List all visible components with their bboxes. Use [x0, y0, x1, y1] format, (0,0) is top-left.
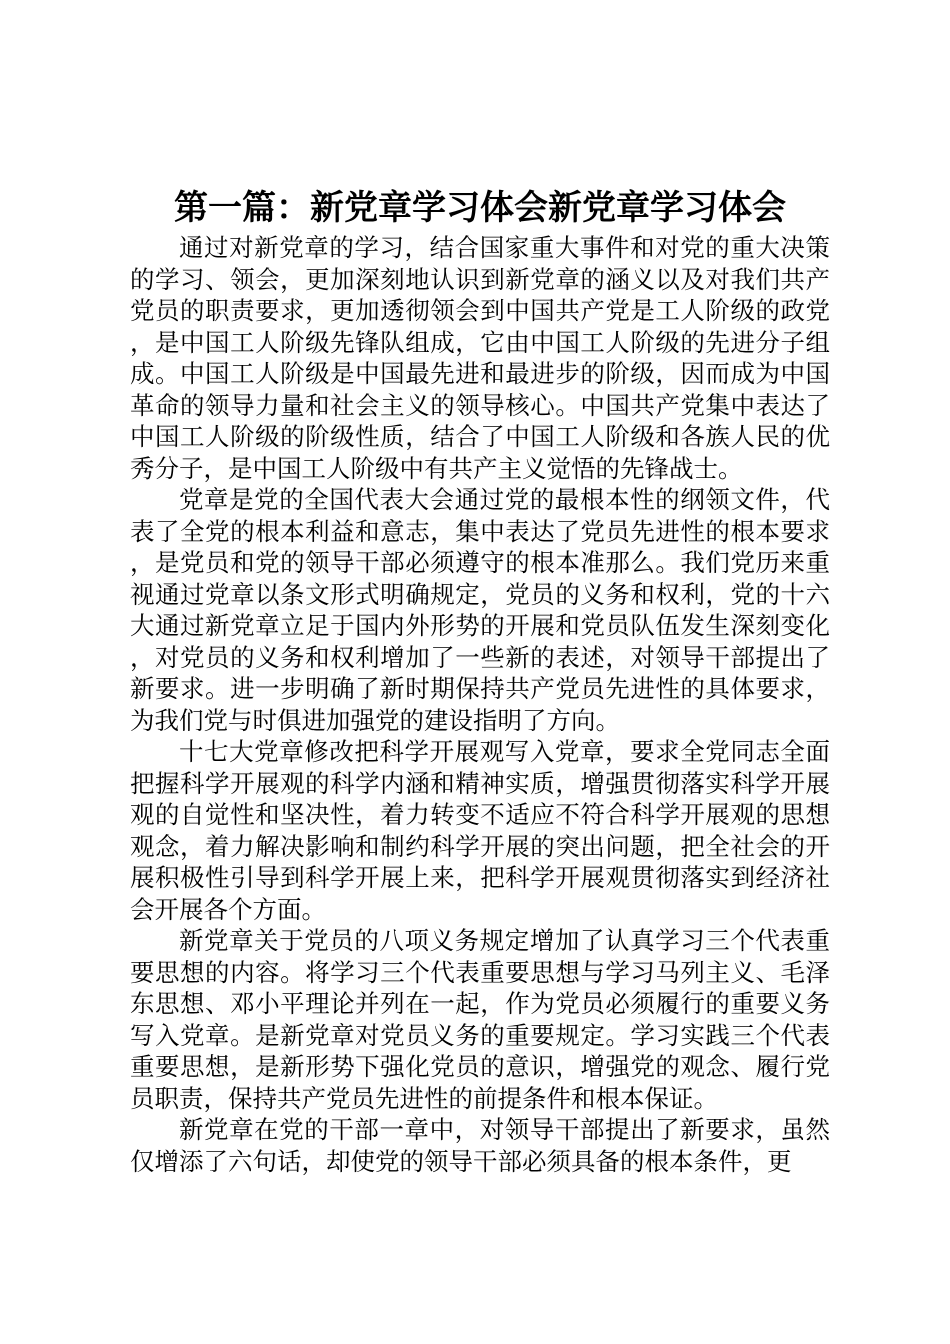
paragraph-4: 新党章关于党员的八项义务规定增加了认真学习三个代表重要思想的内容。将学习三个代表重要思想与学习马列主义、毛泽东思想、邓小平理论并列在一起，作为党员必须履行的重要义务写入党章。是新党章对党员义务的重要规定。学习实践三个代表重要思想，是新形势下强化党员的意识，增强党的观念、履行党员职责，保持共产党员先进性的前提条件和根本保证。 [130, 926, 830, 1113]
paragraph-1: 通过对新党章的学习，结合国家重大事件和对党的重大决策的学习、领会，更加深刻地认识到新党章的涵义以及对我们共产党员的职责要求，更加透彻领会到中国共产党是工人阶级的政党，是中国工人阶级先锋队组成，它由中国工人阶级的先进分子组成。中国工人阶级是中国最先进和最进步的阶级，因而成为中国革命的领导力量和社会主义的领导核心。中国共产党集中表达了中国工人阶级的阶级性质，结合了中国工人阶级和各族人民的优秀分子，是中国工人阶级中有共产主义觉悟的先锋战士。 [130, 233, 830, 483]
paragraph-3: 十七大党章修改把科学开展观写入党章，要求全党同志全面把握科学开展观的科学内涵和精神实质，增强贯彻落实科学开展观的自觉性和坚决性，着力转变不适应不符合科学开展观的思想观念，着力解决影响和制约科学开展的突出问题，把全社会的开展积极性引导到科学开展上来，把科学开展观贯彻落实到经济社会开展各个方面。 [130, 737, 830, 924]
document-title: 第一篇：新党章学习体会新党章学习体会 [174, 188, 786, 228]
paragraph-2: 党章是党的全国代表大会通过党的最根本性的纲领文件，代表了全党的根本利益和意志，集中表达了党员先进性的根本要求，是党员和党的领导干部必须遵守的根本准那么。我们党历来重视通过党章以条文形式明确规定，党员的义务和权利，党的十六大通过新党章立足于国内外形势的开展和党员队伍发生深刻变化，对党员的义务和权利增加了一些新的表述，对领导干部提出了新要求。进一步明确了新时期保持共产党员先进性的具体要求，为我们党与时俱进加强党的建设指明了方向。 [130, 485, 830, 735]
document-body [130, 184, 830, 1177]
paragraph-5: 新党章在党的干部一章中，对领导干部提出了新要求，虽然仅增添了六句话，却使党的领导干部必须具备的根本条件，更 [130, 1115, 830, 1176]
